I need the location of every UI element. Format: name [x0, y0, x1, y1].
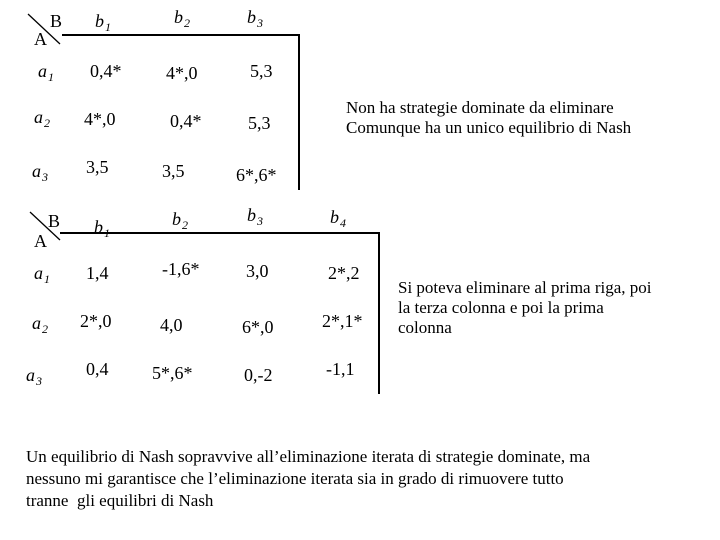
matrix-1-cell-2-3: 5,3 — [248, 113, 271, 133]
matrix-2-player-row: A — [34, 231, 47, 251]
matrix-1-player-col: B — [50, 11, 63, 31]
matrix-1-col-header-2: $b_2$ — [174, 7, 190, 30]
matrix-1-row-label-1: $a_1$ — [38, 61, 54, 84]
matrix-1-note-line-1: Non ha strategie dominate da eliminare — [346, 98, 614, 117]
matrix-2-cell-3-3: 0,-2 — [244, 365, 273, 385]
matrix-1-cell-3-3: 6*,6* — [236, 165, 277, 185]
matrix-1-cell-1-3: 5,3 — [250, 61, 273, 81]
matrix-2-cell-1-4: 2*,2 — [328, 263, 360, 283]
matrix-2-cell-3-2: 5*,6* — [152, 363, 193, 383]
matrix-1-cell-3-2: 3,5 — [162, 161, 185, 181]
matrix-1-cell-2-1: 4*,0 — [84, 109, 116, 129]
matrix-2-col-header-2: $b_2$ — [172, 209, 188, 232]
matrix-2-note-line-2: la terza colonna e poi la prima — [398, 298, 604, 317]
matrix-1-cell-2-2: 0,4* — [170, 111, 202, 131]
matrix-2-cell-2-4: 2*,1* — [322, 311, 363, 331]
matrix-1-row-label-2: $a_2$ — [34, 107, 50, 130]
matrix-1-col-header-1: $b_1$ — [95, 11, 111, 34]
matrix-2-cell-1-1: 1,4 — [86, 263, 109, 283]
matrix-2-col-header-3: $b_3$ — [247, 205, 263, 228]
matrix-2-row-label-1: $a_1$ — [34, 263, 50, 286]
matrix-1-right-border — [298, 34, 300, 190]
conclusion-text — [26, 446, 706, 512]
matrix-2-player-col: B — [48, 211, 61, 231]
matrix-2-right-border — [378, 232, 380, 394]
matrix-2-row-label-2: $a_2$ — [32, 313, 48, 336]
matrix-2-cell-3-1: 0,4 — [86, 359, 109, 379]
conclusion-line-3: tranne gli equilibri di Nash — [26, 491, 214, 510]
matrix-2-cell-1-3: 3,0 — [246, 261, 269, 281]
matrix-2-cell-2-1: 2*,0 — [80, 311, 112, 331]
matrix-2-cell-2-3: 6*,0 — [242, 317, 274, 337]
matrix-1-cell-3-1: 3,5 — [86, 157, 109, 177]
conclusion-line-1: Un equilibrio di Nash sopravvive all’eliminazione iterata di strategie dominate, ma — [26, 447, 591, 466]
matrix-2-cell-1-2: -1,6* — [162, 259, 200, 279]
matrix-2-col-header-4: $b_4$ — [330, 207, 346, 230]
matrix-2-col-header-1: $b_1$ — [94, 217, 110, 240]
matrix-2-note — [398, 278, 708, 338]
conclusion-line-2: nessuno mi garantisce che l’eliminazione iterata sia in grado di rimuovere tutto — [26, 469, 564, 488]
matrix-1-row-label-3: $a_3$ — [32, 161, 48, 184]
matrix-1-cell-1-1: 0,4* — [90, 61, 122, 81]
matrix-2-cell-3-4: -1,1 — [326, 359, 355, 379]
matrix-1-top-border — [62, 34, 300, 36]
matrix-2-note-line-3: colonna — [398, 318, 452, 337]
matrix-1-note-line-2: Comunque ha un unico equilibrio di Nash — [346, 118, 632, 137]
matrix-2-note-line-1: Si poteva eliminare al prima riga, poi — [398, 278, 652, 297]
matrix-1-player-row: A — [34, 29, 47, 49]
matrix-2-cell-2-2: 4,0 — [160, 315, 183, 335]
matrix-1-col-header-3: $b_3$ — [247, 7, 263, 30]
matrix-1-note — [346, 98, 686, 138]
matrix-1-cell-1-2: 4*,0 — [166, 63, 198, 83]
matrix-2-row-label-3: $a_3$ — [26, 365, 42, 388]
